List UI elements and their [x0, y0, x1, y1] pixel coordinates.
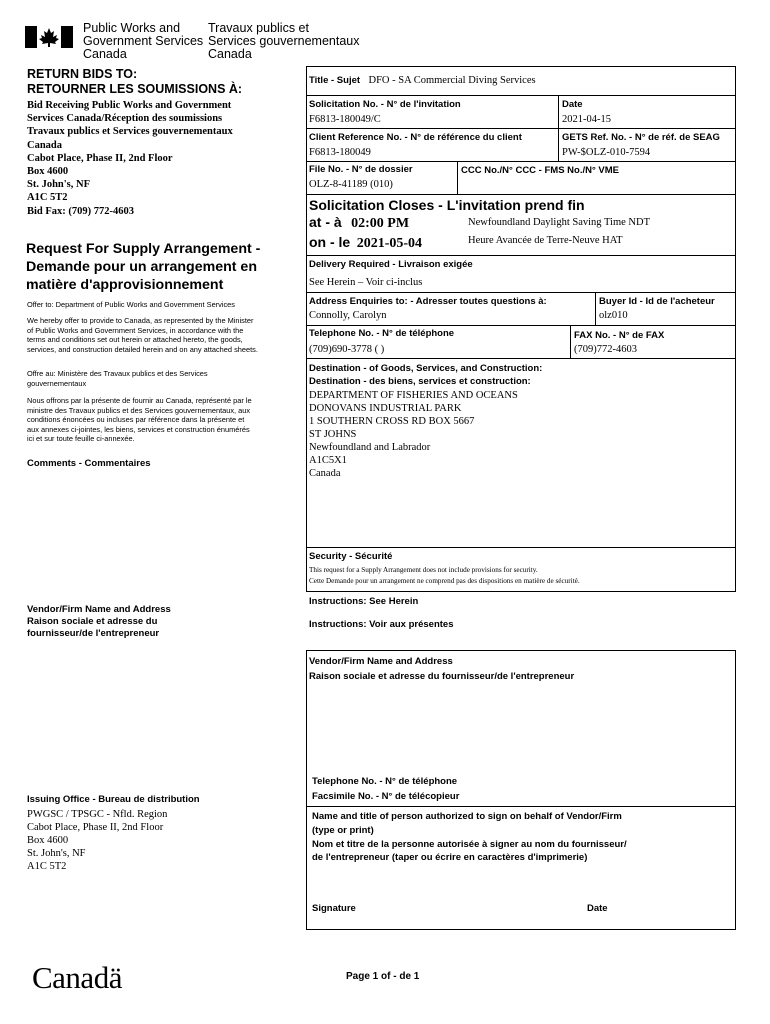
destination-line: A1C5X1	[309, 455, 347, 466]
address-line: Cabot Place, Phase II, 2nd Floor	[27, 822, 164, 833]
destination-label-line: Destination - of Goods, Services, and Construction:	[309, 363, 543, 374]
solicitation-closes-title: Solicitation Closes - L'invitation prend fin	[309, 197, 585, 213]
comments-label: Comments - Commentaires	[27, 458, 151, 469]
destination-line: 1 SOUTHERN CROSS RD BOX 5667	[309, 416, 475, 427]
vendor-name-label-fr: Raison sociale et adresse du fournisseur/de l'entrepreneur	[309, 671, 575, 682]
address-line: A1C 5T2	[27, 861, 67, 872]
offer-text-line: services, and construction detailed herein and on any attached sheets.	[27, 344, 258, 354]
offer-text-line: ministre des Travaux publics et des Services gouvernementaux, aux	[27, 405, 251, 415]
client-ref-value: F6813-180049	[309, 147, 371, 158]
request-title	[26, 240, 260, 294]
government-header	[25, 22, 365, 64]
canada-wordmark-text: Canadä	[32, 960, 122, 995]
offer-text-fr	[27, 396, 252, 444]
security-text-line: This request for a Supply Arrangement does not include provisions for security.	[309, 566, 538, 574]
delivery-required-value: See Herein – Voir ci-inclus	[309, 277, 423, 288]
vendor-telephone-label: Telephone No. - N° de téléphone	[312, 776, 458, 787]
signature-label: Signature	[312, 903, 356, 914]
solicitation-no-label: Solicitation No. - N° de l'invitation	[309, 99, 461, 110]
buyer-id-label: Buyer Id - Id de l'acheteur	[599, 296, 715, 307]
authorized-signer-label	[312, 810, 627, 865]
client-ref-label: Client Reference No. - N° de référence du client	[309, 132, 522, 143]
address-line: A1C 5T2	[27, 192, 68, 204]
dept-name-fr-line2: Services gouvernementaux	[208, 34, 360, 48]
authorized-signer-input[interactable]	[309, 870, 733, 896]
bid-fax: Bid Fax: (709) 772-4603	[27, 205, 135, 217]
title-value: DFO - SA Commercial Diving Services	[368, 75, 536, 86]
vendor-name-label-en: Vendor/Firm Name and Address	[309, 656, 453, 667]
vendor-label-line: fournisseur/de l'entrepreneur	[27, 628, 160, 639]
file-no-value: OLZ-8-41189 (010)	[309, 179, 393, 190]
security-text-line: Cette Demande pour un arrangement ne comprend pas des dispositions en matière de sécurité.	[309, 577, 580, 585]
dept-name-en-line1: Public Works and	[83, 21, 181, 35]
destination-line: DEPARTMENT OF FISHERIES AND OCEANS	[309, 390, 518, 401]
address-line: Box 4600	[27, 166, 69, 178]
at-label: at - à	[309, 214, 342, 230]
security-text	[309, 565, 580, 587]
return-bids-title-en: RETURN BIDS TO:	[27, 67, 138, 81]
destination-line: DONOVANS INDUSTRIAL PARK	[309, 403, 462, 414]
telephone-value: (709)690-3778 ( )	[309, 344, 385, 355]
issuing-office-label: Issuing Office - Bureau de distribution	[27, 794, 200, 805]
address-line: Bid Receiving Public Works and Government	[27, 100, 232, 111]
offer-text-en	[27, 316, 258, 354]
address-line: Box 4600	[27, 835, 69, 846]
request-title-line: Demande pour un arrangement en	[26, 259, 257, 275]
destination-line: Newfoundland and Labrador	[309, 442, 431, 453]
ccc-no-label: CCC No./N° CCC - FMS No./N° VME	[461, 165, 620, 176]
address-line: Travaux publics et Services gouvernementaux	[27, 126, 233, 138]
telephone-label: Telephone No. - N° de téléphone	[309, 328, 455, 339]
return-bids-heading	[27, 67, 242, 97]
title-field	[309, 70, 536, 88]
destination-line: Canada	[309, 468, 341, 479]
offer-text-line: aux annexes ci-jointes, les biens, services et construction énumérés	[27, 424, 250, 434]
gets-ref-label: GETS Ref. No. - N° de réf. de SEAG	[562, 132, 720, 143]
security-label: Security - Sécurité	[309, 551, 393, 562]
closing-date	[309, 234, 422, 252]
offer-text-line: ici et sur toute feuille ci-annexée.	[27, 434, 135, 444]
closing-time-value: 02:00 PM	[351, 216, 410, 231]
timezone-fr: Heure Avancée de Terre-Neuve HAT	[468, 235, 623, 246]
address-enquiries-label: Address Enquiries to: - Adresser toutes questions à:	[309, 296, 547, 307]
title-label: Title - Sujet	[309, 75, 361, 86]
canada-flag-icon	[25, 26, 73, 48]
closing-date-value: 2021-05-04	[356, 236, 423, 251]
solicitation-no-value: F6813-180049/C	[309, 114, 381, 125]
timezone-en: Newfoundland Daylight Saving Time NDT	[468, 217, 650, 228]
fax-value: (709)772-4603	[574, 344, 637, 355]
gets-ref-value: PW-$OLZ-010-7594	[562, 147, 651, 158]
closing-time	[309, 214, 409, 232]
dept-name-en-line2: Government Services	[83, 34, 204, 48]
date-value: 2021-04-15	[562, 114, 611, 125]
signer-label-line: Nom et titre de la personne autorisée à signer au nom du fournisseur/	[312, 838, 627, 850]
address-line: Cabot Place, Phase II, 2nd Floor	[27, 152, 173, 164]
offer-text-line: We hereby offer to provide to Canada, as represented by the Minister	[27, 316, 254, 325]
file-no-label: File No. - N° de dossier	[309, 164, 413, 175]
signer-label-line: Name and title of person authorized to sign on behalf of Vendor/Firm	[312, 811, 622, 822]
return-bids-address	[27, 99, 233, 218]
dept-name-fr-line1: Travaux publics et	[208, 21, 309, 35]
address-enquiries-value: Connolly, Carolyn	[309, 310, 387, 321]
address-line: Canada	[27, 139, 63, 151]
dept-name-fr-line3: Canada	[208, 47, 252, 61]
request-title-line: Request For Supply Arrangement -	[26, 241, 261, 257]
offer-to-en	[27, 300, 235, 310]
buyer-id-value: olz010	[599, 310, 628, 321]
offer-to-fr-line: Offre au: Ministère des Travaux publics et des Services	[27, 369, 208, 378]
canada-wordmark	[32, 960, 122, 996]
signer-label-line: (type or print)	[312, 824, 374, 836]
destination-address	[309, 389, 518, 480]
vendor-label-line: Vendor/Firm Name and Address	[27, 604, 171, 615]
offer-to-fr	[27, 369, 208, 388]
vendor-firm-label-left	[27, 604, 171, 640]
destination-line: ST JOHNS	[309, 429, 357, 440]
on-label: on - le	[309, 234, 351, 250]
vendor-label-line: Raison sociale et adresse du	[27, 616, 158, 627]
dept-name-en-line3: Canada	[83, 47, 127, 61]
destination-label-line: Destination - des biens, services et construction:	[309, 376, 531, 387]
page-number: Page 1 of - de 1	[346, 971, 420, 982]
offer-text-line: Nous offrons par la présente de fournir au Canada, représenté par le	[27, 396, 252, 405]
return-bids-title-fr: RETOURNER LES SOUMISSIONS À:	[27, 82, 243, 96]
signer-label-line: de l'entrepreneur (taper ou écrire en caractères d'imprimerie)	[312, 852, 588, 864]
instructions-en: Instructions: See Herein	[309, 596, 419, 607]
vendor-name-input[interactable]	[309, 686, 733, 774]
destination-label	[309, 362, 542, 388]
delivery-required-label: Delivery Required - Livraison exigée	[309, 259, 473, 270]
offer-text-line: terms and conditions set out herein or attached hereto, the goods,	[27, 335, 243, 345]
issuing-office-address	[27, 808, 167, 873]
address-line: PWGSC / TPSGC - Nfld. Region	[27, 809, 168, 820]
address-line: St. John's, NF	[27, 179, 91, 191]
offer-to-fr-line: gouvernementaux	[27, 378, 87, 388]
fax-label: FAX No. - N° de FAX	[574, 330, 665, 341]
offer-text-line: conditions énoncées ou incluses par référence dans la présente et	[27, 415, 245, 425]
vendor-facsimile-label: Facsimile No. - N° de télécopieur	[312, 791, 460, 802]
address-line: St. John's, NF	[27, 848, 86, 859]
offer-to-en-text: Offer to: Department of Public Works and Government Services	[27, 300, 235, 309]
signature-date-label: Date	[587, 903, 608, 914]
offer-text-line: of Public Works and Government Services, in accordance with the	[27, 325, 244, 335]
instructions-fr: Instructions: Voir aux présentes	[309, 619, 454, 630]
address-line: Services Canada/Réception des soumissions	[27, 113, 223, 125]
request-title-line: matière d'approvisionnement	[26, 277, 224, 293]
date-label: Date	[562, 99, 583, 110]
